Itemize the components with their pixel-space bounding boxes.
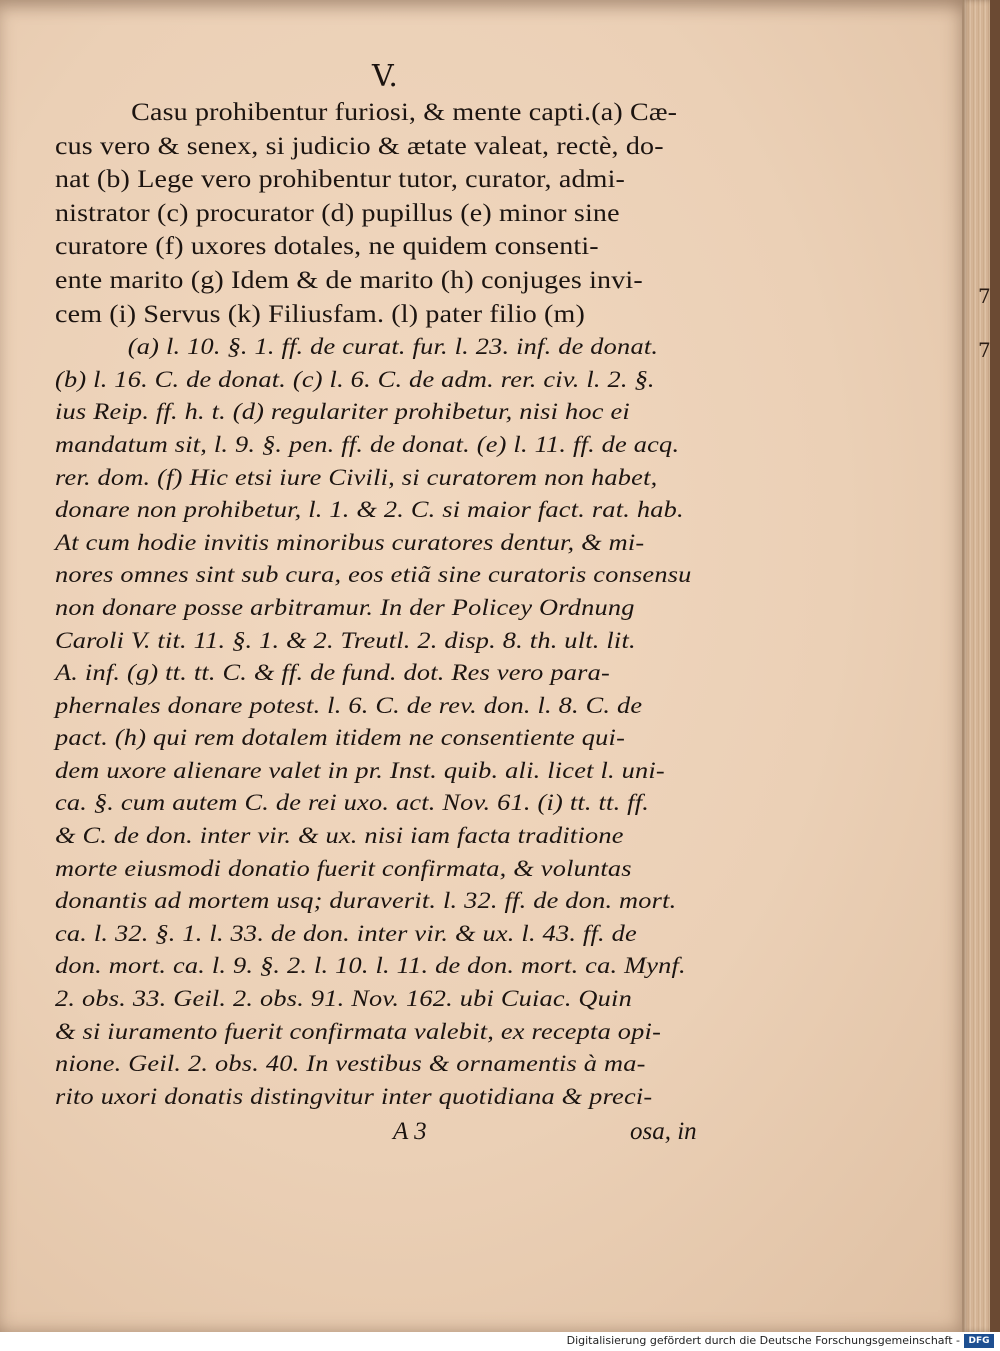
note-line: nores omnes sint sub cura, eos etiã sine curatoris consensu bbox=[55, 562, 692, 589]
main-paragraph bbox=[55, 96, 715, 331]
note-line: phernales donare potest. l. 6. C. de rev. don. l. 8. C. de bbox=[55, 692, 643, 719]
page-text bbox=[55, 60, 715, 1113]
footnotes bbox=[55, 331, 715, 1113]
note-line: donantis ad mortem usq; duraverit. l. 32. ff. de don. mort. bbox=[55, 888, 677, 915]
text-line: ente marito (g) Idem & de marito (h) conjuges invi- bbox=[55, 266, 643, 294]
signature-mark: A 3 bbox=[393, 1118, 427, 1145]
note-line: At cum hodie invitis minoribus curatores dentur, & mi- bbox=[55, 529, 645, 556]
note-line: 2. obs. 33. Geil. 2. obs. 91. Nov. 162. ubi Cuiac. Quin bbox=[55, 986, 632, 1013]
note-line: Caroli V. tit. 11. §. 1. & 2. Treutl. 2. disp. 8. th. ult. lit. bbox=[55, 627, 636, 654]
note-line: ca. l. 32. §. 1. l. 33. de don. inter vir. & ux. l. 43. ff. de bbox=[55, 920, 637, 947]
note-line: (b) l. 16. C. de donat. (c) l. 6. C. de adm. rer. civ. l. 2. §. bbox=[55, 366, 655, 393]
dfg-logo: DFG bbox=[964, 1334, 994, 1348]
note-line: pact. (h) qui rem dotalem itidem ne consentiente qui- bbox=[55, 725, 626, 752]
note-line: mandatum sit, l. 9. §. pen. ff. de donat. (e) l. 11. ff. de acq. bbox=[55, 431, 680, 458]
note-line: & C. de don. inter vir. & ux. nisi iam facta traditione bbox=[55, 823, 624, 850]
funding-credit: Digitalisierung gefördert durch die Deutsche Forschungsgemeinschaft - bbox=[566, 1334, 960, 1347]
note-line: dem uxore alienare valet in pr. Inst. quib. ali. licet l. uni- bbox=[55, 757, 665, 784]
page-footer-line bbox=[55, 1118, 715, 1152]
note-line: & si iuramento fuerit confirmata valebit, ex recepta opi- bbox=[55, 1018, 662, 1045]
note-line: rer. dom. (f) Hic etsi iure Civili, si curatorem non habet, bbox=[55, 464, 658, 491]
edge-mark: 7 bbox=[978, 338, 991, 362]
note-line: A. inf. (g) tt. tt. C. & ff. de fund. dot. Res vero para- bbox=[55, 660, 610, 687]
catchword: osa, in bbox=[630, 1118, 697, 1145]
text-line: cem (i) Servus (k) Filiusfam. (l) pater filio (m) bbox=[55, 300, 585, 328]
text-line: cus vero & senex, si judicio & ætate valeat, rectè, do- bbox=[55, 132, 664, 160]
text-line: curatore (f) uxores dotales, ne quidem consenti- bbox=[55, 233, 599, 261]
note-line: don. mort. ca. l. 9. §. 2. l. 10. l. 11. de don. mort. ca. Mynf. bbox=[55, 953, 686, 980]
note-line: ca. §. cum autem C. de rei uxo. act. Nov. 61. (i) tt. tt. ff. bbox=[55, 790, 650, 817]
text-line: Casu prohibentur furiosi, & mente capti.(a) Cæ- bbox=[131, 99, 678, 126]
section-heading: V. bbox=[372, 59, 398, 94]
note-line: rito uxori donatis distingvitur inter quotidiana & preci- bbox=[55, 1083, 653, 1110]
edge-mark: 7 bbox=[978, 284, 991, 308]
note-line: (a) l. 10. §. 1. ff. de curat. fur. l. 23. inf. de donat. bbox=[127, 334, 659, 361]
text-line: nat (b) Lege vero prohibentur tutor, curator, admi- bbox=[55, 166, 626, 194]
book-cover-edge bbox=[990, 0, 1000, 1332]
note-line: ius Reip. ff. h. t. (d) regulariter prohibetur, nisi hoc ei bbox=[55, 399, 630, 426]
note-line: donare non prohibetur, l. 1. & 2. C. si maior fact. rat. hab. bbox=[55, 497, 684, 524]
credit-bar bbox=[0, 1332, 1000, 1351]
note-line: non donare posse arbitramur. In der Policey Ordnung bbox=[55, 594, 635, 621]
note-line: nione. Geil. 2. obs. 40. In vestibus & ornamentis à ma- bbox=[55, 1051, 646, 1078]
note-line: morte eiusmodi donatio fuerit confirmata, & voluntas bbox=[55, 855, 632, 882]
text-line: nistrator (c) procurator (d) pupillus (e) minor sine bbox=[55, 199, 620, 227]
page-edges bbox=[962, 0, 990, 1332]
